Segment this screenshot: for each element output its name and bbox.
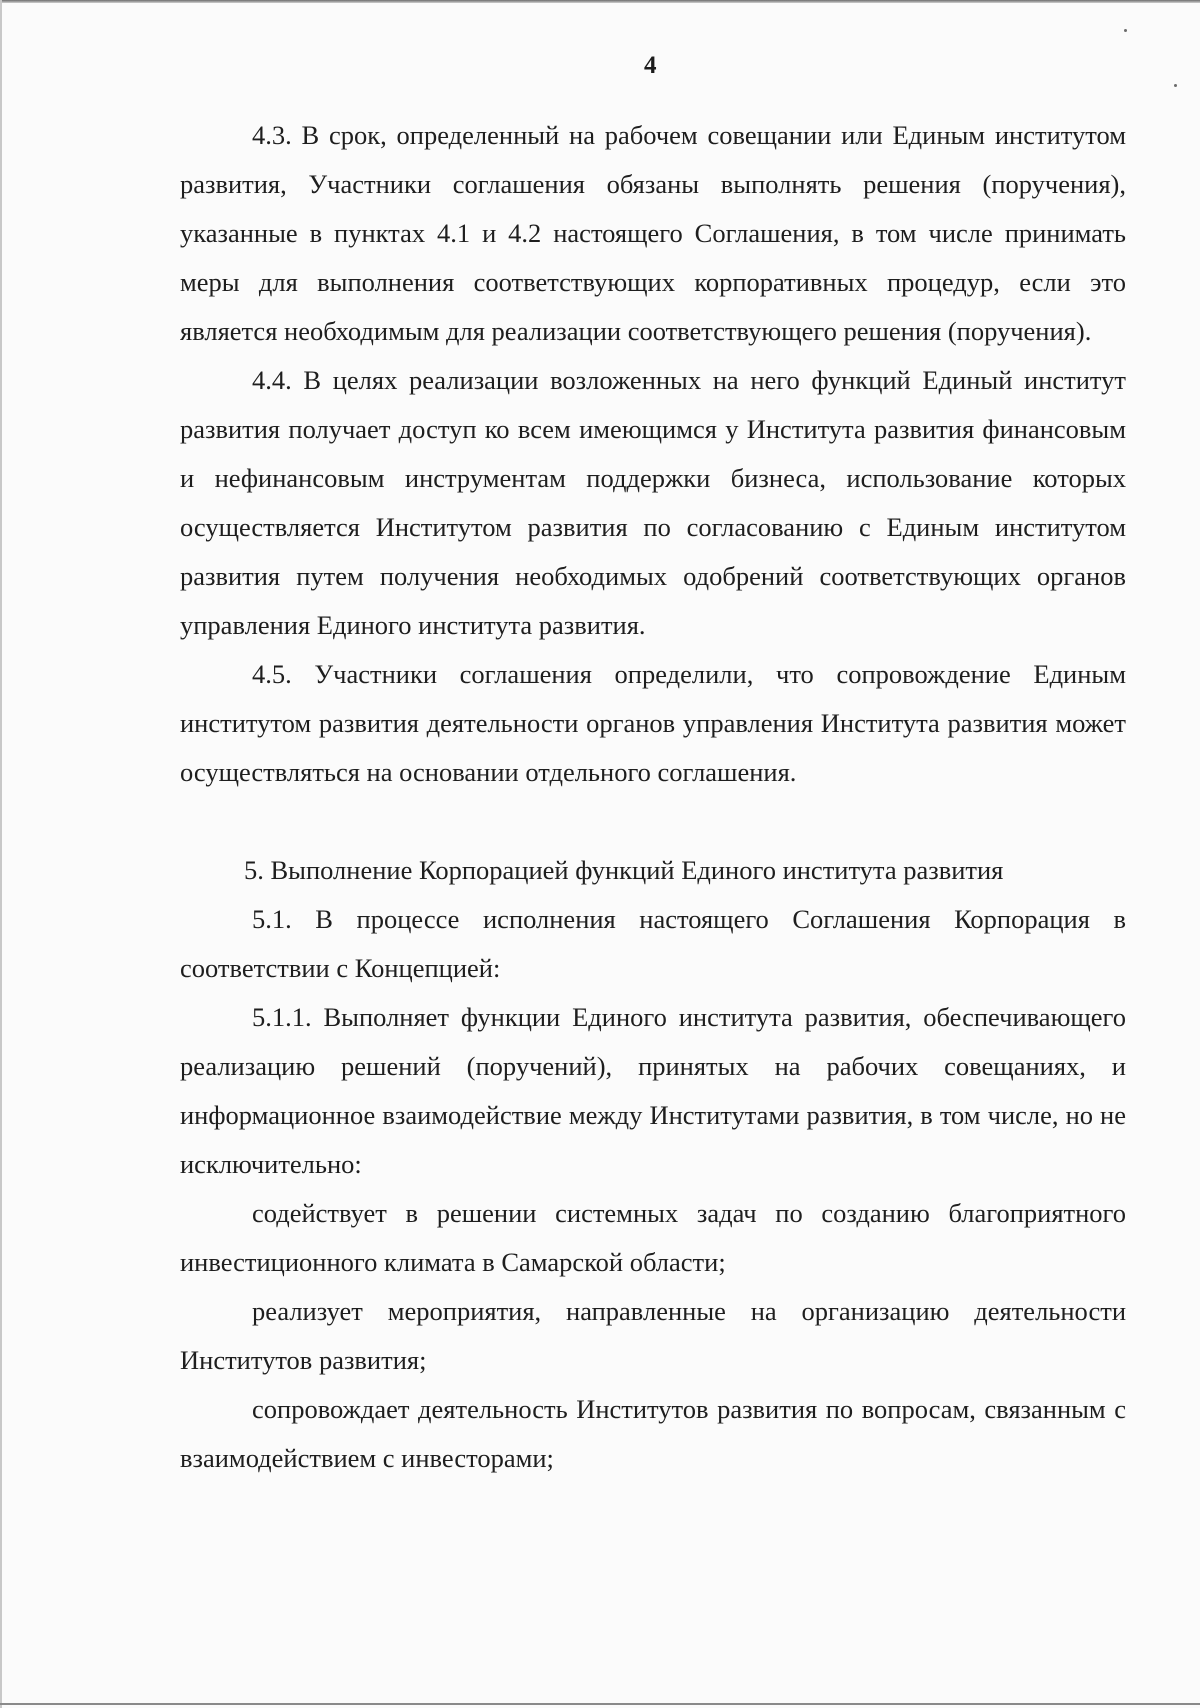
page-number: 4 (644, 52, 657, 79)
scan-speck (1124, 29, 1127, 32)
section-heading-5: 5. Выполнение Корпорацией функций Единого института развития (244, 855, 1004, 885)
list-item-climate: содействует в решении системных задач по созданию благоприятного инвестиционного климата в Самарской области; (180, 1198, 1126, 1277)
scan-edge-left (0, 0, 2, 1708)
paragraph-5-1: 5.1. В процессе исполнения настоящего Соглашения Корпорация в соответствии с Концепцией: (180, 904, 1126, 983)
paragraph-4-5: 4.5. Участники соглашения определили, что сопровождение Единым институтом развития деятельности органов управления Института развития может осуществляться на основании отдельного соглашения. (180, 659, 1126, 787)
paragraph-4-4: 4.4. В целях реализации возложенных на него функций Единый институт развития получает доступ ко всем имеющимся у Института развития финансовым и нефинансовым инструментам поддержки бизнеса, использование которых осуществляется Институтом развития по согласованию с Единым институтом развития путем получения необходимых одобрений соответствующих органов управления Единого института развития. (180, 365, 1126, 640)
list-item-investors: сопровождает деятельность Институтов развития по вопросам, связанным с взаимодействием с инвесторами; (180, 1394, 1126, 1473)
document-body (180, 111, 1126, 1483)
scan-edge-top (0, 0, 1200, 3)
scan-edge-bottom (0, 1703, 1200, 1705)
scan-speck (1174, 84, 1177, 87)
paragraph-4-3: 4.3. В срок, определенный на рабочем совещании или Единым институтом развития, Участники соглашения обязаны выполнять решения (поручения), указанные в пунктах 4.1 и 4.2 настоящего Соглашения, в том числе принимать меры для выполнения соответствующих корпоративных процедур, если это является необходимым для реализации соответствующего решения (поручения). (180, 120, 1126, 346)
paragraph-5-1-1: 5.1.1. Выполняет функции Единого института развития, обеспечивающего реализацию решений (поручений), принятых на рабочих совещаниях, и информационное взаимодействие между Институтами развития, в том числе, но не исключительно: (180, 1002, 1126, 1179)
list-item-activities: реализует мероприятия, направленные на организацию деятельности Институтов развития; (180, 1296, 1126, 1375)
